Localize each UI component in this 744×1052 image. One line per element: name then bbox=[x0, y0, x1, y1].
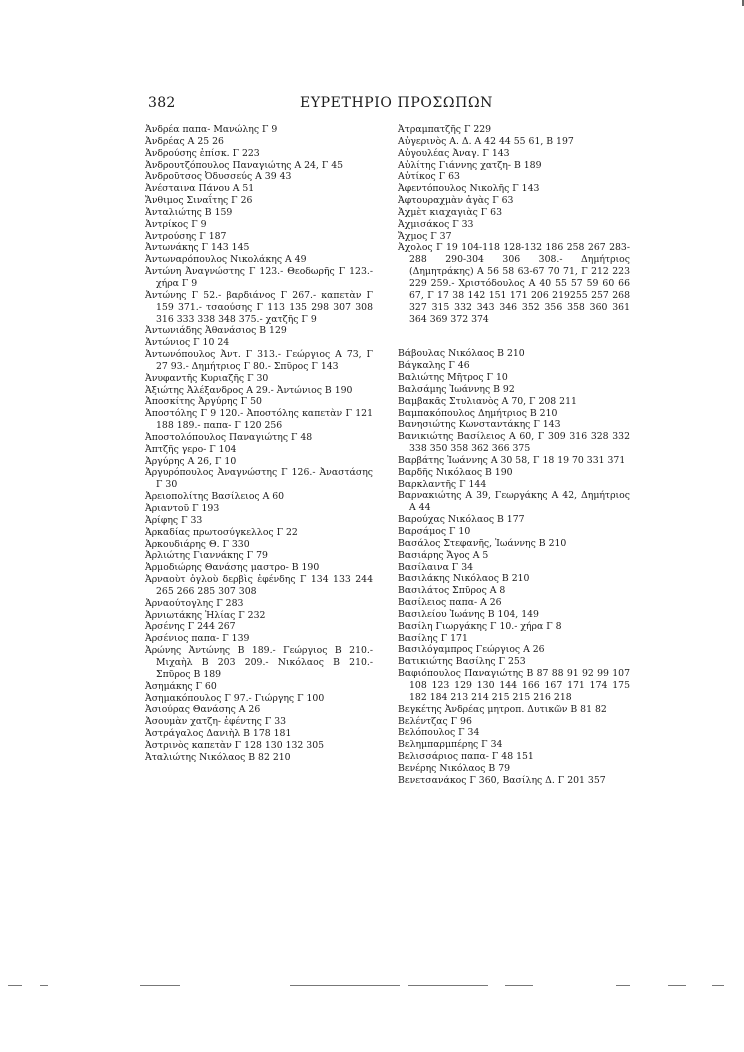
index-entry: Βασιλόγαμπρος Γεώργιος Α 26 bbox=[398, 644, 545, 656]
index-entry: Ἀσουμὰν χατζη- ἐφέντης Γ 33 bbox=[145, 716, 287, 728]
index-entry: Βελημπαρμπέρης Γ 34 bbox=[398, 739, 503, 751]
index-entry: Βεγκέτης Ἀνδρέας μητροπ. Δυτικῶν Β 81 82 bbox=[398, 703, 607, 715]
index-entry: Βανησιώτης Κωνσταντάκης Γ 143 bbox=[398, 419, 561, 431]
index-entry: Ἀρναούτογλης Γ 283 bbox=[145, 597, 244, 609]
index-entry: Βενετσανάκος Γ 360, Βασίλης Δ. Γ 201 357 bbox=[398, 774, 606, 786]
index-entry: Βασιλείου Ἰωάνης Β 104, 149 bbox=[398, 608, 539, 620]
index-entry: Βελόπουλος Γ 34 bbox=[398, 727, 480, 739]
index-entry: Ἀσημάκης Γ 60 bbox=[145, 680, 217, 692]
index-entry: Ἀφτουραχμὰν ἀγὰς Γ 63 bbox=[398, 195, 514, 207]
index-entry: Ἀρνιωτάκης Ἠλίας Γ 232 bbox=[145, 609, 266, 621]
index-entry: Βασίλειος παπα- Α 26 bbox=[398, 597, 502, 609]
index-entry: Ἄχμος Γ 37 bbox=[398, 230, 452, 242]
index-entry: Βανικιώτης Βασίλειος Α 60, Γ 309 316 328 332 338 350 358 362 366 375 bbox=[398, 431, 630, 455]
index-entry: Ἀχμισάκος Γ 33 bbox=[398, 218, 474, 230]
index-entry: Ἀνδρέα παπα- Μανώλης Γ 9 bbox=[145, 124, 278, 135]
index-entry: Ἀντωνιάδης Ἀθανάσιος Β 129 bbox=[145, 325, 287, 337]
index-entry: Ἀσιούρας Θανάσης Α 26 bbox=[145, 704, 261, 716]
index-entry: Ἀρσένης Γ 244 267 bbox=[145, 621, 236, 633]
index-entry: Ἀχμὲτ κιαχαγιὰς Γ 63 bbox=[398, 206, 502, 218]
index-entry: Ἀφεντόπουλος Νικολῆς Γ 143 bbox=[398, 183, 540, 195]
index-entry: Ἀργύρης Α 26, Γ 10 bbox=[145, 455, 237, 467]
index-entry: Ἀρναοὺτ ὀγλοὺ δερβὶς ἐφένδης Γ 134 133 244 265 266 285 307 308 bbox=[145, 574, 373, 597]
index-entry: Βασίλαινα Γ 34 bbox=[398, 561, 474, 573]
index-entry: Ἀρκαδίας πρωτοσύγκελλος Γ 22 bbox=[145, 526, 298, 538]
page-title: ΕΥΡΕΤΗΡΙΟ ΠΡΟΣΩΠΩΝ bbox=[300, 95, 494, 111]
index-entry: Ἀστράγαλος Δανιὴλ Β 178 181 bbox=[145, 728, 292, 740]
index-entry: Βαρούχας Νικόλαος Β 177 bbox=[398, 514, 525, 526]
index-entry: Βαρκλαντῆς Γ 144 bbox=[398, 478, 487, 490]
index-entry: Βελισσάριος παπα- Γ 48 151 bbox=[398, 751, 534, 763]
page-number: 382 bbox=[148, 95, 176, 111]
index-entry: Ἀνταλιώτης Β 159 bbox=[145, 206, 233, 218]
index-entry: Ἀξιώτης Ἀλέξανδρος Α 29.- Ἀντώνιος Β 190 bbox=[145, 384, 353, 396]
index-entry: Ἀποστολόπουλος Παναγιώτης Γ 48 bbox=[145, 431, 313, 443]
index-entry: Ἀντώνη Ἀναγνώστης Γ 123.- Θεοδωρῆς Γ 123.- χήρα Γ 9 bbox=[145, 266, 373, 289]
index-entry: Βαρδῆς Νικόλαος Β 190 bbox=[398, 466, 513, 478]
index-entry: Αὐτίκος Γ 63 bbox=[398, 171, 460, 183]
index-column-left bbox=[145, 124, 373, 764]
index-entry: Ἀντωνόπουλος Ἀντ. Γ 313.- Γεώργιος Α 73, Γ 27 93.- Δημήτριος Γ 80.- Σπῦρος Γ 143 bbox=[145, 349, 373, 372]
index-entry: Βασίλης Γ 171 bbox=[398, 632, 468, 644]
index-column-right bbox=[398, 124, 630, 787]
index-entry: Ἀντωναρόπουλος Νικολάκης Α 49 bbox=[145, 254, 307, 266]
index-entry: Ἀντρούσης Γ 187 bbox=[145, 230, 227, 242]
index-entry: Βαφιόπουλος Παναγιώτης Β 87 88 91 92 99 107 108 123 129 130 144 166 167 171 174 175 182 184 213 214 215 215 216 218 bbox=[398, 668, 630, 703]
letter-group-gap bbox=[398, 325, 630, 348]
index-entry: Ἀτραμπατζῆς Γ 229 bbox=[398, 124, 492, 135]
index-entry: Ἀνδρούσης ἐπίσκ. Γ 223 bbox=[145, 147, 260, 159]
index-entry: Ἀντρίκος Γ 9 bbox=[145, 218, 207, 230]
index-entry: Ἁρμοδιώρης Θανάσης μαστρο- Β 190 bbox=[145, 562, 320, 574]
scan-footer-marks bbox=[0, 985, 744, 989]
index-entry: Αὐγουλέας Ἀναγ. Γ 143 bbox=[398, 147, 510, 159]
index-entry: Βαμπακόπουλος Δημήτριος Β 210 bbox=[398, 407, 558, 419]
index-entry: Βελέντζας Γ 96 bbox=[398, 715, 472, 727]
index-entry: Ἀποσκίτης Ἀργύρης Γ 50 bbox=[145, 396, 262, 408]
index-entry: Ἀνδροῦτσος Ὀδυσσεύς Α 39 43 bbox=[145, 171, 292, 183]
index-entry: Βαλσάμης Ἰωάννης Β 92 bbox=[398, 383, 515, 395]
index-entry: Ἀταλιώτης Νικόλαος Β 82 210 bbox=[145, 751, 291, 763]
index-entry: Ἀνυφαντῆς Κυριαζῆς Γ 30 bbox=[145, 372, 269, 384]
index-entry: Ἀρώνης Ἀντώνης Β 189.- Γεώργιος Β 210.- Μιχαὴλ Β 203 209.- Νικόλαος Β 210.- Σπῦρος Β 189 bbox=[145, 645, 373, 680]
index-entry: Ἀστρινὸς καπετὰν Γ 128 130 132 305 bbox=[145, 739, 325, 751]
index-entry: Ἀρίφης Γ 33 bbox=[145, 514, 203, 526]
index-entry: Ἀρσένιος παπα- Γ 139 bbox=[145, 633, 250, 645]
index-entry: Βαρσάμος Γ 10 bbox=[398, 526, 471, 537]
index-entry: Ἀρκουδιάρης Θ. Γ 330 bbox=[145, 538, 250, 550]
index-entry: Βαμβακᾶς Στυλιανὸς Α 70, Γ 208 211 bbox=[398, 395, 577, 407]
index-entry: Ἀντώνης Γ 52.- βαρδιάνος Γ 267.- καπετὰν Γ 159 371.- τσαούσης Γ 113 135 298 307 308 316 333 338 348 375.- χατζῆς Γ 9 bbox=[145, 289, 373, 325]
index-entry: Ἀρειοπολίτης Βασίλειος Α 60 bbox=[145, 491, 285, 503]
index-group-beta bbox=[398, 348, 630, 786]
index-entry: Βασιλάκης Νικόλαος Β 210 bbox=[398, 573, 530, 585]
index-entry: Ἀπτζῆς γερο- Γ 104 bbox=[145, 443, 237, 455]
index-entry: Βατικιώτης Βασίλης Γ 253 bbox=[398, 656, 526, 668]
index-entry: Βασάλος Στεφανῆς, Ἰωάννης Β 210 bbox=[398, 537, 567, 549]
index-entry: Βασιλάτος Σπῦρος Α 8 bbox=[398, 585, 506, 597]
index-entry: Ἀργυρόπουλος Ἀναγνώστης Γ 126.- Ἀναστάσης Γ 30 bbox=[145, 467, 373, 491]
index-entry: Ἀνδρέας Α 25 26 bbox=[145, 135, 224, 147]
index-entry: Ἄνθιμος Σιναΐτης Γ 26 bbox=[145, 195, 253, 207]
index-entry: Ἀριαντοῦ Γ 193 bbox=[145, 503, 220, 514]
index-entry: Βάβουλας Νικόλαος Β 210 bbox=[398, 348, 525, 360]
index-entry: Αὐγερινὸς Α. Δ. Α 42 44 55 61, Β 197 bbox=[398, 135, 574, 147]
index-group-alpha bbox=[398, 124, 630, 325]
index-entry: Βασιάρης Ἄγος Α 5 bbox=[398, 549, 489, 561]
index-entry: Ἀρλιώτης Γιαννάκης Γ 79 bbox=[145, 550, 268, 562]
index-entry: Βαλιώτης Μῆτρος Γ 10 bbox=[398, 372, 508, 384]
index-entry: Βαρβάτης Ἰωάννης Α 30 58, Γ 18 19 70 331 371 bbox=[398, 454, 626, 466]
index-entry: Βάγκαλης Γ 46 bbox=[398, 360, 470, 372]
index-entry: Ἀντώνιος Γ 10 24 bbox=[145, 337, 230, 349]
index-entry: Βαρνακιώτης Α 39, Γεωργάκης Α 42, Δημήτριος Α 44 bbox=[398, 490, 630, 514]
index-entry: Ἀντωνάκης Γ 143 145 bbox=[145, 242, 250, 254]
index-entry: Ἀχολος Γ 19 104-118 128-132 186 258 267 283-288 290-304 306 308.- Δημήτριος (Δημητράκης) Α 56 58 63-67 70 71, Γ 212 223 229 259.- Χριστόδουλος Α 40 55 57 59 60 66 67, Γ 17 38 142 151 171 206 219255 257 268 327 315 332 343 346 352 356 358 360 361 364 369 372 374 bbox=[398, 242, 630, 325]
index-entry: Ἀνδρουτζόπουλος Παναγιώτης Α 24, Γ 45 bbox=[145, 159, 344, 171]
index-entry: Ἀποστόλης Γ 9 120.- Ἀποστόλης καπετὰν Γ 121 188 189.- παπα- Γ 120 256 bbox=[145, 408, 373, 432]
index-entry: Αὐλίτης Γιάννης χατζη- Β 189 bbox=[398, 159, 542, 171]
index-entry: Βασίλη Γιωργάκης Γ 10.- χήρα Γ 8 bbox=[398, 620, 562, 632]
index-entry: Βενέρης Νικόλαος Β 79 bbox=[398, 762, 511, 774]
index-entry: Ἀνέσταινα Πάνου Α 51 bbox=[145, 183, 255, 195]
index-entry: Ἀσημακόπουλος Γ 97.- Γιώργης Γ 100 bbox=[145, 692, 325, 704]
